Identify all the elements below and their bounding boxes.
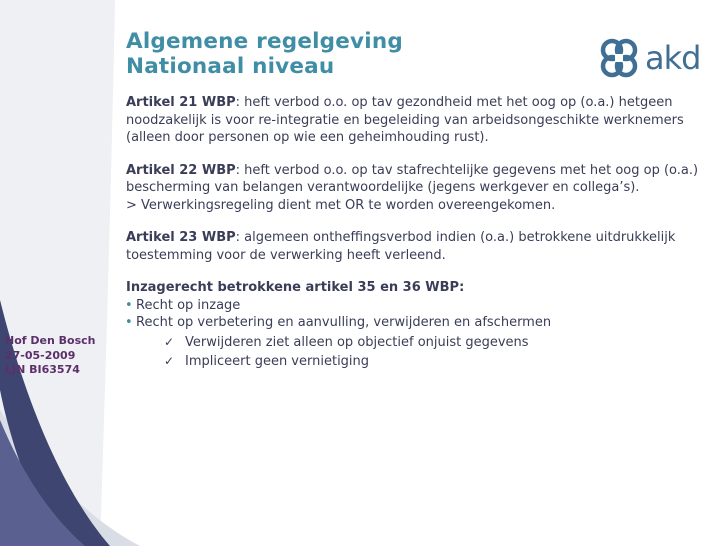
article-23-text: : algemeen ontheffingsverbod indien (o.a.) betrokkene uitdrukkelijk toestemming voor de verwerking heeft verleend.	[126, 230, 676, 263]
list-item	[126, 353, 716, 371]
slide-title	[126, 29, 403, 79]
checkmark-icon: ✓	[164, 354, 175, 368]
case-date: 27-05-2009	[5, 348, 76, 362]
article-22-ref: Artikel 22 WBP	[126, 162, 236, 178]
article-22-extra: > Verwerkingsregeling dient met OR te worden overeengekomen.	[126, 197, 556, 213]
checkmark-icon: ✓	[164, 334, 175, 349]
bullet-dot-icon: •	[125, 297, 133, 313]
bullet-dot-icon: •	[125, 315, 133, 330]
title-line-1: Algemene regelgeving	[126, 29, 403, 54]
list-item	[126, 314, 716, 332]
title-line-2: Nationaal niveau	[126, 54, 335, 79]
article-22	[126, 162, 716, 215]
article-23-ref: Artikel 23 WBP	[126, 230, 236, 245]
article-21-text: : heft verbod o.o. op tav gezondheid met het oog op (o.a.) hetgeen noodzakelijk is voor re-integratie en begeleiding van arbeidsongeschikte werknemers (alleen door personen op wie een geheimhouding rust).	[126, 95, 684, 145]
case-ljn: LJN BI63574	[5, 363, 80, 376]
check-text: Impliceert geen vernietiging	[185, 354, 370, 369]
case-reference	[5, 334, 95, 378]
bullet-text: Recht op inzage	[136, 297, 241, 313]
logo-text: akd	[645, 39, 701, 77]
main-content	[126, 94, 716, 373]
check-text: Verwijderen ziet alleen op objectief onjuist gegevens	[185, 334, 529, 350]
article-22-text: : heft verbod o.o. op tav stafrechtelijke gegevens met het oog op (o.a.) bescherming van belangen verantwoordelijke (jegens werkgever en collega’s).	[126, 162, 699, 195]
article-23	[126, 229, 716, 264]
case-court: Hof Den Bosch	[5, 334, 96, 347]
article-21	[126, 94, 716, 147]
bullet-text: Recht op verbetering en aanvulling, verwijderen en afschermen	[136, 315, 552, 330]
inzagerecht-heading: Inzagerecht betrokkene artikel 35 en 36 WBP:	[126, 280, 465, 295]
list-item	[126, 297, 716, 315]
list-item	[126, 334, 716, 352]
article-21-ref: Artikel 21 WBP	[126, 95, 236, 110]
